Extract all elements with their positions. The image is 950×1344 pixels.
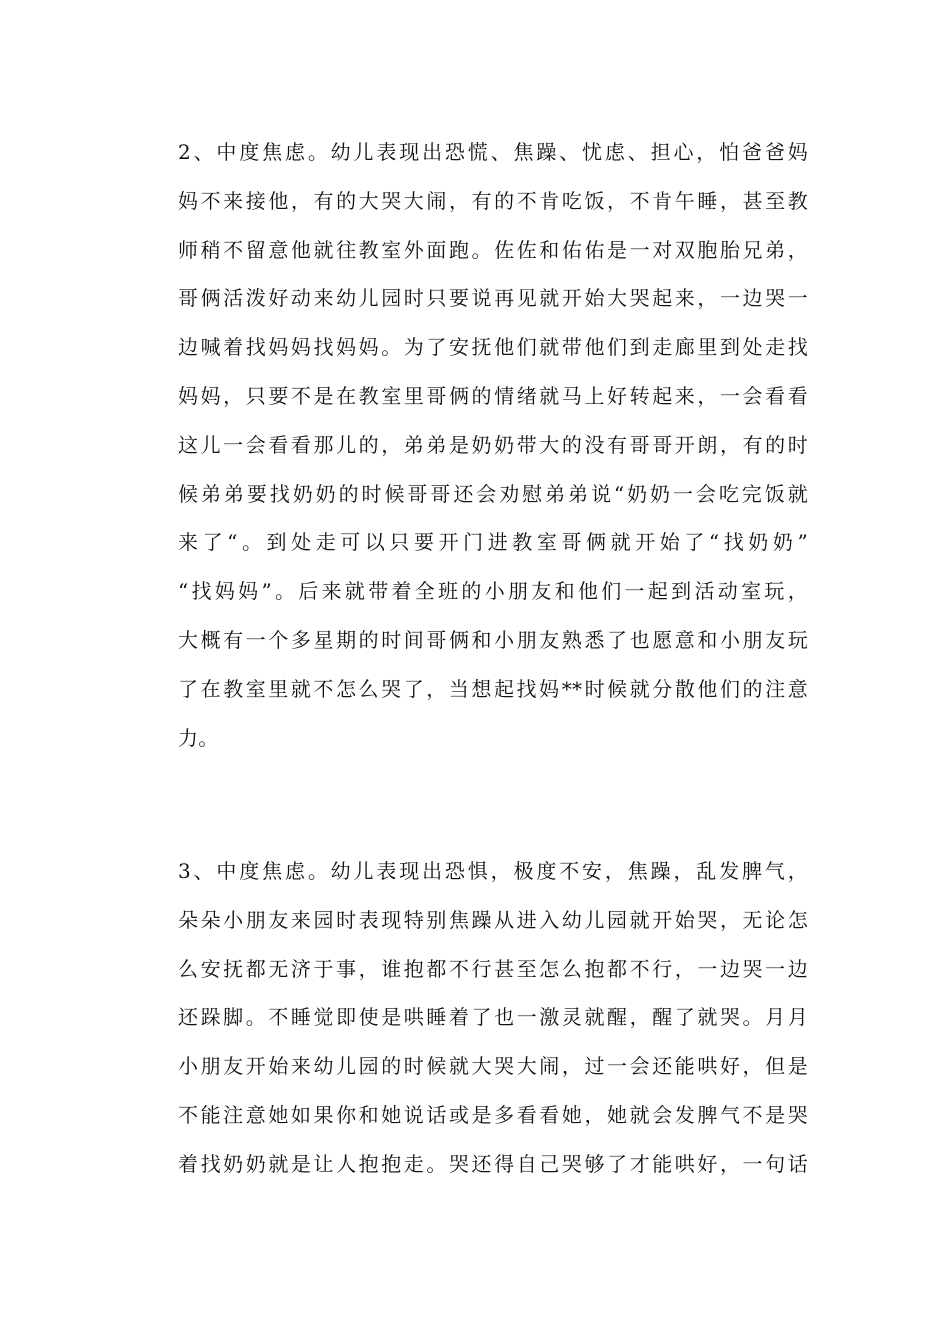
text-line: 来了“。到处走可以只要开门进教室哥俩就开始了“找奶奶” — [178, 530, 808, 555]
text-line: 师稍不留意他就往教室外面跑。佐佐和佑佑是一对双胞胎兄弟， — [178, 237, 808, 262]
paragraph-moderate-anxiety-2 — [178, 128, 808, 762]
text-line: 不能注意她如果你和她说话或是多看看她，她就会发脾气不是哭 — [178, 1102, 808, 1127]
text-line: 力。 — [178, 725, 219, 750]
text-line: 候弟弟要找奶奶的时候哥哥还会劝慰弟弟说“奶奶一会吃完饭就 — [178, 481, 808, 506]
text-line: 大概有一个多星期的时间哥俩和小朋友熟悉了也愿意和小朋友玩 — [178, 627, 808, 652]
text-line: 着找奶奶就是让人抱抱走。哭还得自己哭够了才能哄好，一句话 — [178, 1151, 808, 1176]
text-line: 这儿一会看看那儿的，弟弟是奶奶带大的没有哥哥开朗，有的时 — [178, 432, 808, 457]
text-line: 妈妈，只要不是在教室里哥俩的情绪就马上好转起来，一会看看 — [178, 383, 808, 408]
text-line: 朵朵小朋友来园时表现特别焦躁从进入幼儿园就开始哭，无论怎 — [178, 907, 808, 932]
paragraph-moderate-anxiety-3 — [178, 847, 808, 1189]
text-line: 么安抚都无济于事，谁抱都不行甚至怎么抱都不行，一边哭一边 — [178, 956, 808, 981]
text-line: 2、中度焦虑。幼儿表现出恐慌、焦躁、忧虑、担心，怕爸爸妈 — [178, 140, 808, 164]
text-line: 还跺脚。不睡觉即使是哄睡着了也一激灵就醒，醒了就哭。月月 — [178, 1005, 808, 1030]
text-line: “找妈妈”。后来就带着全班的小朋友和他们一起到活动室玩， — [178, 579, 808, 604]
text-line: 边喊着找妈妈找妈妈。为了安抚他们就带他们到走廊里到处走找 — [178, 335, 808, 360]
text-line: 了在教室里就不怎么哭了，当想起找妈**时候就分散他们的注意 — [178, 676, 808, 701]
text-line: 妈不来接他，有的大哭大闹，有的不肯吃饭，不肯午睡，甚至教 — [178, 188, 808, 213]
text-line: 小朋友开始来幼儿园的时候就大哭大闹，过一会还能哄好，但是 — [178, 1054, 808, 1079]
text-line: 3、中度焦虑。幼儿表现出恐惧，极度不安，焦躁，乱发脾气， — [178, 859, 808, 883]
text-line: 哥俩活泼好动来幼儿园时只要说再见就开始大哭起来，一边哭一 — [178, 286, 808, 311]
